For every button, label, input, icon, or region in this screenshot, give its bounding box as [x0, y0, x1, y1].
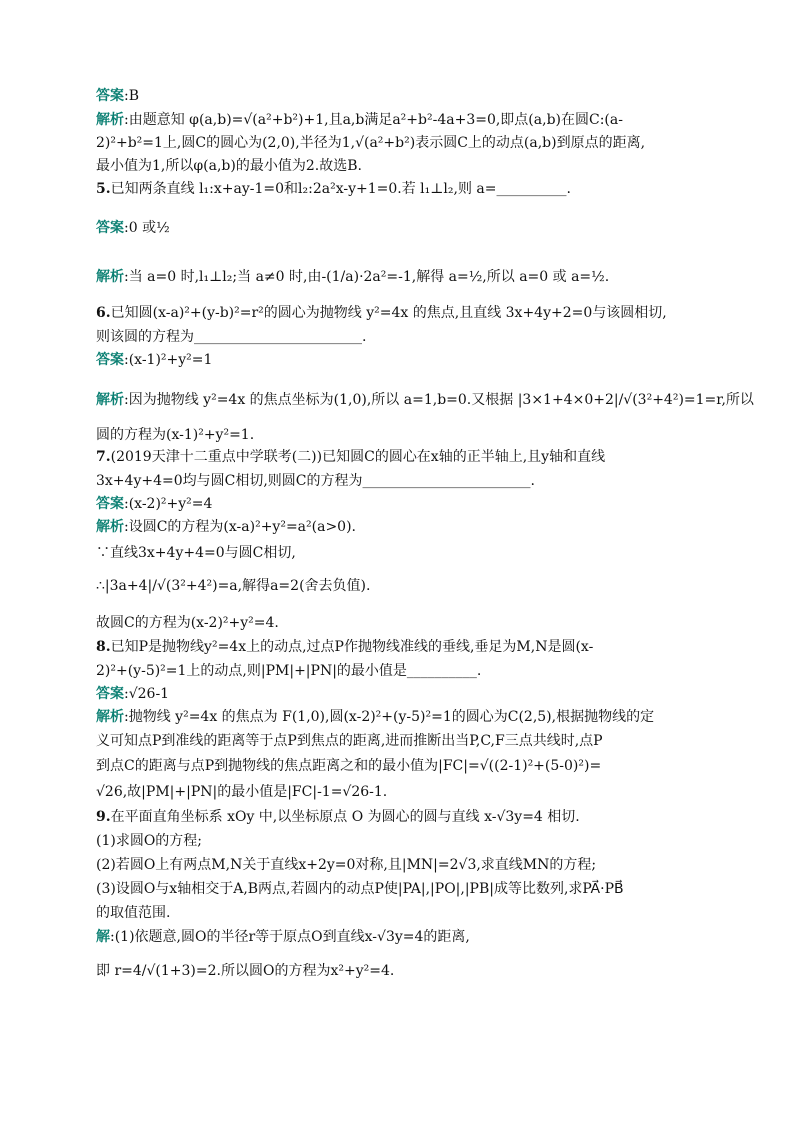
text-line-l15 [96, 494, 212, 514]
line-text: ∵直线3x+4y+4=0与圆C相切, [96, 545, 296, 561]
line-text: 即 r=4/√(1+3)=2.所以圆O的方程为x²+y²=4. [96, 963, 395, 979]
line-text: 到点C的距离与点P到抛物线的焦点距离之和的最小值为|FC|=√((2-1)²+(5-0)²)= [96, 758, 602, 774]
text-line-l20 [96, 637, 593, 657]
answer-label: 答案 [96, 686, 124, 702]
text-line-l8 [96, 303, 667, 323]
analysis-label: 解析 [96, 392, 124, 408]
text-line-l10 [96, 350, 212, 370]
line-text: 最小值为1,所以φ(a,b)的最小值为2.故选B. [96, 158, 362, 174]
question-number: 8. [96, 639, 111, 655]
line-text: 2)²+(y-5)²=1上的动点,则|PM|+|PN|的最小值是__________. [96, 663, 482, 679]
text-line-l30 [96, 879, 624, 899]
text-line-l2 [96, 110, 623, 130]
line-text: √26,故|PM|+|PN|的最小值是|FC|-1=√26-1. [96, 784, 388, 800]
line-text: ∴|3a+4|/√(3²+4²)=a,解得a=2(舍去负值). [96, 578, 371, 594]
line-text: 则该圆的方程为________________________. [96, 329, 367, 345]
question-number: 9. [96, 809, 111, 825]
text-line-l6 [96, 218, 170, 238]
question-number: 5. [96, 181, 111, 197]
line-text: (2)若圆O上有两点M,N关于直线x+2y=0对称,且|MN|=2√3,求直线MN的方程; [96, 857, 597, 873]
line-text: :(1)依题意,圆O的半径r等于原点O到直线x-√3y=4的距离, [110, 929, 470, 945]
text-line-l27 [96, 807, 580, 827]
line-text: :(x-1)²+y²=1 [124, 352, 213, 368]
line-text: 的取值范围. [96, 905, 171, 921]
text-line-l32 [96, 927, 470, 947]
line-text: :B [124, 88, 140, 104]
text-line-l33 [96, 961, 394, 981]
text-line-l9 [96, 327, 366, 347]
text-line-l25 [96, 756, 601, 776]
text-line-l14 [96, 471, 535, 491]
text-line-l1 [96, 86, 139, 106]
question-number: 6. [96, 305, 111, 321]
text-line-l16 [96, 517, 356, 537]
text-line-l7 [96, 267, 609, 287]
analysis-label: 解析 [96, 709, 124, 725]
analysis-label: 解析 [96, 112, 124, 128]
line-text: 已知圆(x-a)²+(y-b)²=r²的圆心为抛物线 y²=4x 的焦点,且直线 3x+4y+2=0与该圆相切, [110, 305, 667, 321]
line-text: :0 或½ [124, 220, 170, 236]
line-text: (2019天津十二重点中学联考(二))已知圆C的圆心在x轴的正半轴上,且y轴和直线 [110, 449, 606, 465]
line-text: :因为抛物线 y²=4x 的焦点坐标为(1,0),所以 a=1,b=0.又根据 |3×1+4×0+2|/√(3²+4²)=1=r,所以 [124, 392, 754, 408]
text-line-l29 [96, 855, 596, 875]
text-line-l26 [96, 782, 387, 802]
text-line-l19 [96, 613, 279, 633]
line-text: :(x-2)²+y²=4 [124, 496, 213, 512]
text-line-l31 [96, 903, 170, 923]
text-line-l24 [96, 731, 603, 751]
text-line-l23 [96, 707, 654, 727]
text-line-l13 [96, 447, 605, 467]
analysis-label: 解析 [96, 519, 124, 535]
line-text: 2)²+b²=1上,圆C的圆心为(2,0),半径为1,√(a²+b²)表示圆C上的动点(a,b)到原点的距离, [96, 135, 646, 151]
answer-label: 答案 [96, 352, 124, 368]
analysis-label: 解析 [96, 269, 124, 285]
line-text: 已知P是抛物线y²=4x上的动点,过点P作抛物线准线的垂线,垂足为M,N是圆(x- [110, 639, 594, 655]
line-text: :抛物线 y²=4x 的焦点为 F(1,0),圆(x-2)²+(y-5)²=1的圆心为C(2,5),根据抛物线的定 [124, 709, 655, 725]
solution-label: 解 [96, 929, 110, 945]
answer-label: 答案 [96, 496, 124, 512]
text-line-l17 [96, 543, 296, 563]
line-text: 在平面直角坐标系 xOy 中,以坐标原点 O 为圆心的圆与直线 x-√3y=4 相切. [110, 809, 580, 825]
line-text: :√26-1 [124, 686, 170, 702]
line-text: 已知两条直线 l₁:x+ay-1=0和l₂:2a²x-y+1=0.若 l₁⊥l₂,则 a=__________. [110, 181, 571, 197]
text-line-l11 [96, 390, 754, 410]
text-line-l22 [96, 684, 169, 704]
line-text: 3x+4y+4=0均与圆C相切,则圆C的方程为________________________. [96, 473, 535, 489]
answer-label: 答案 [96, 88, 124, 104]
line-text: :当 a=0 时,l₁⊥l₂;当 a≠0 时,由-(1/a)·2a²=-1,解得 a=½,所以 a=0 或 a=½. [124, 269, 610, 285]
line-text: 故圆C的方程为(x-2)²+y²=4. [96, 615, 279, 631]
line-text: (1)求圆O的方程; [96, 833, 203, 849]
text-line-l28 [96, 831, 202, 851]
line-text: :由题意知 φ(a,b)=√(a²+b²)+1,且a,b满足a²+b²-4a+3=0,即点(a,b)在圆C:(a- [124, 112, 623, 128]
line-text: 义可知点P到准线的距离等于点P到焦点的距离,进而推断出当P,C,F三点共线时,点P [96, 733, 603, 749]
line-text: 圆的方程为(x-1)²+y²=1. [96, 427, 255, 443]
text-line-l5 [96, 179, 571, 199]
line-text: :设圆C的方程为(x-a)²+y²=a²(a>0). [124, 519, 356, 535]
question-number: 7. [96, 449, 111, 465]
text-line-l3 [96, 133, 645, 153]
line-text: (3)设圆O与x轴相交于A,B两点,若圆内的动点P使|PA|,|PO|,|PB|成等比数列,求PA⃗·PB⃗ [96, 881, 624, 897]
text-line-l4 [96, 156, 362, 176]
answer-label: 答案 [96, 220, 124, 236]
text-line-l21 [96, 661, 481, 681]
text-line-l12 [96, 425, 254, 445]
text-line-l18 [96, 576, 370, 596]
